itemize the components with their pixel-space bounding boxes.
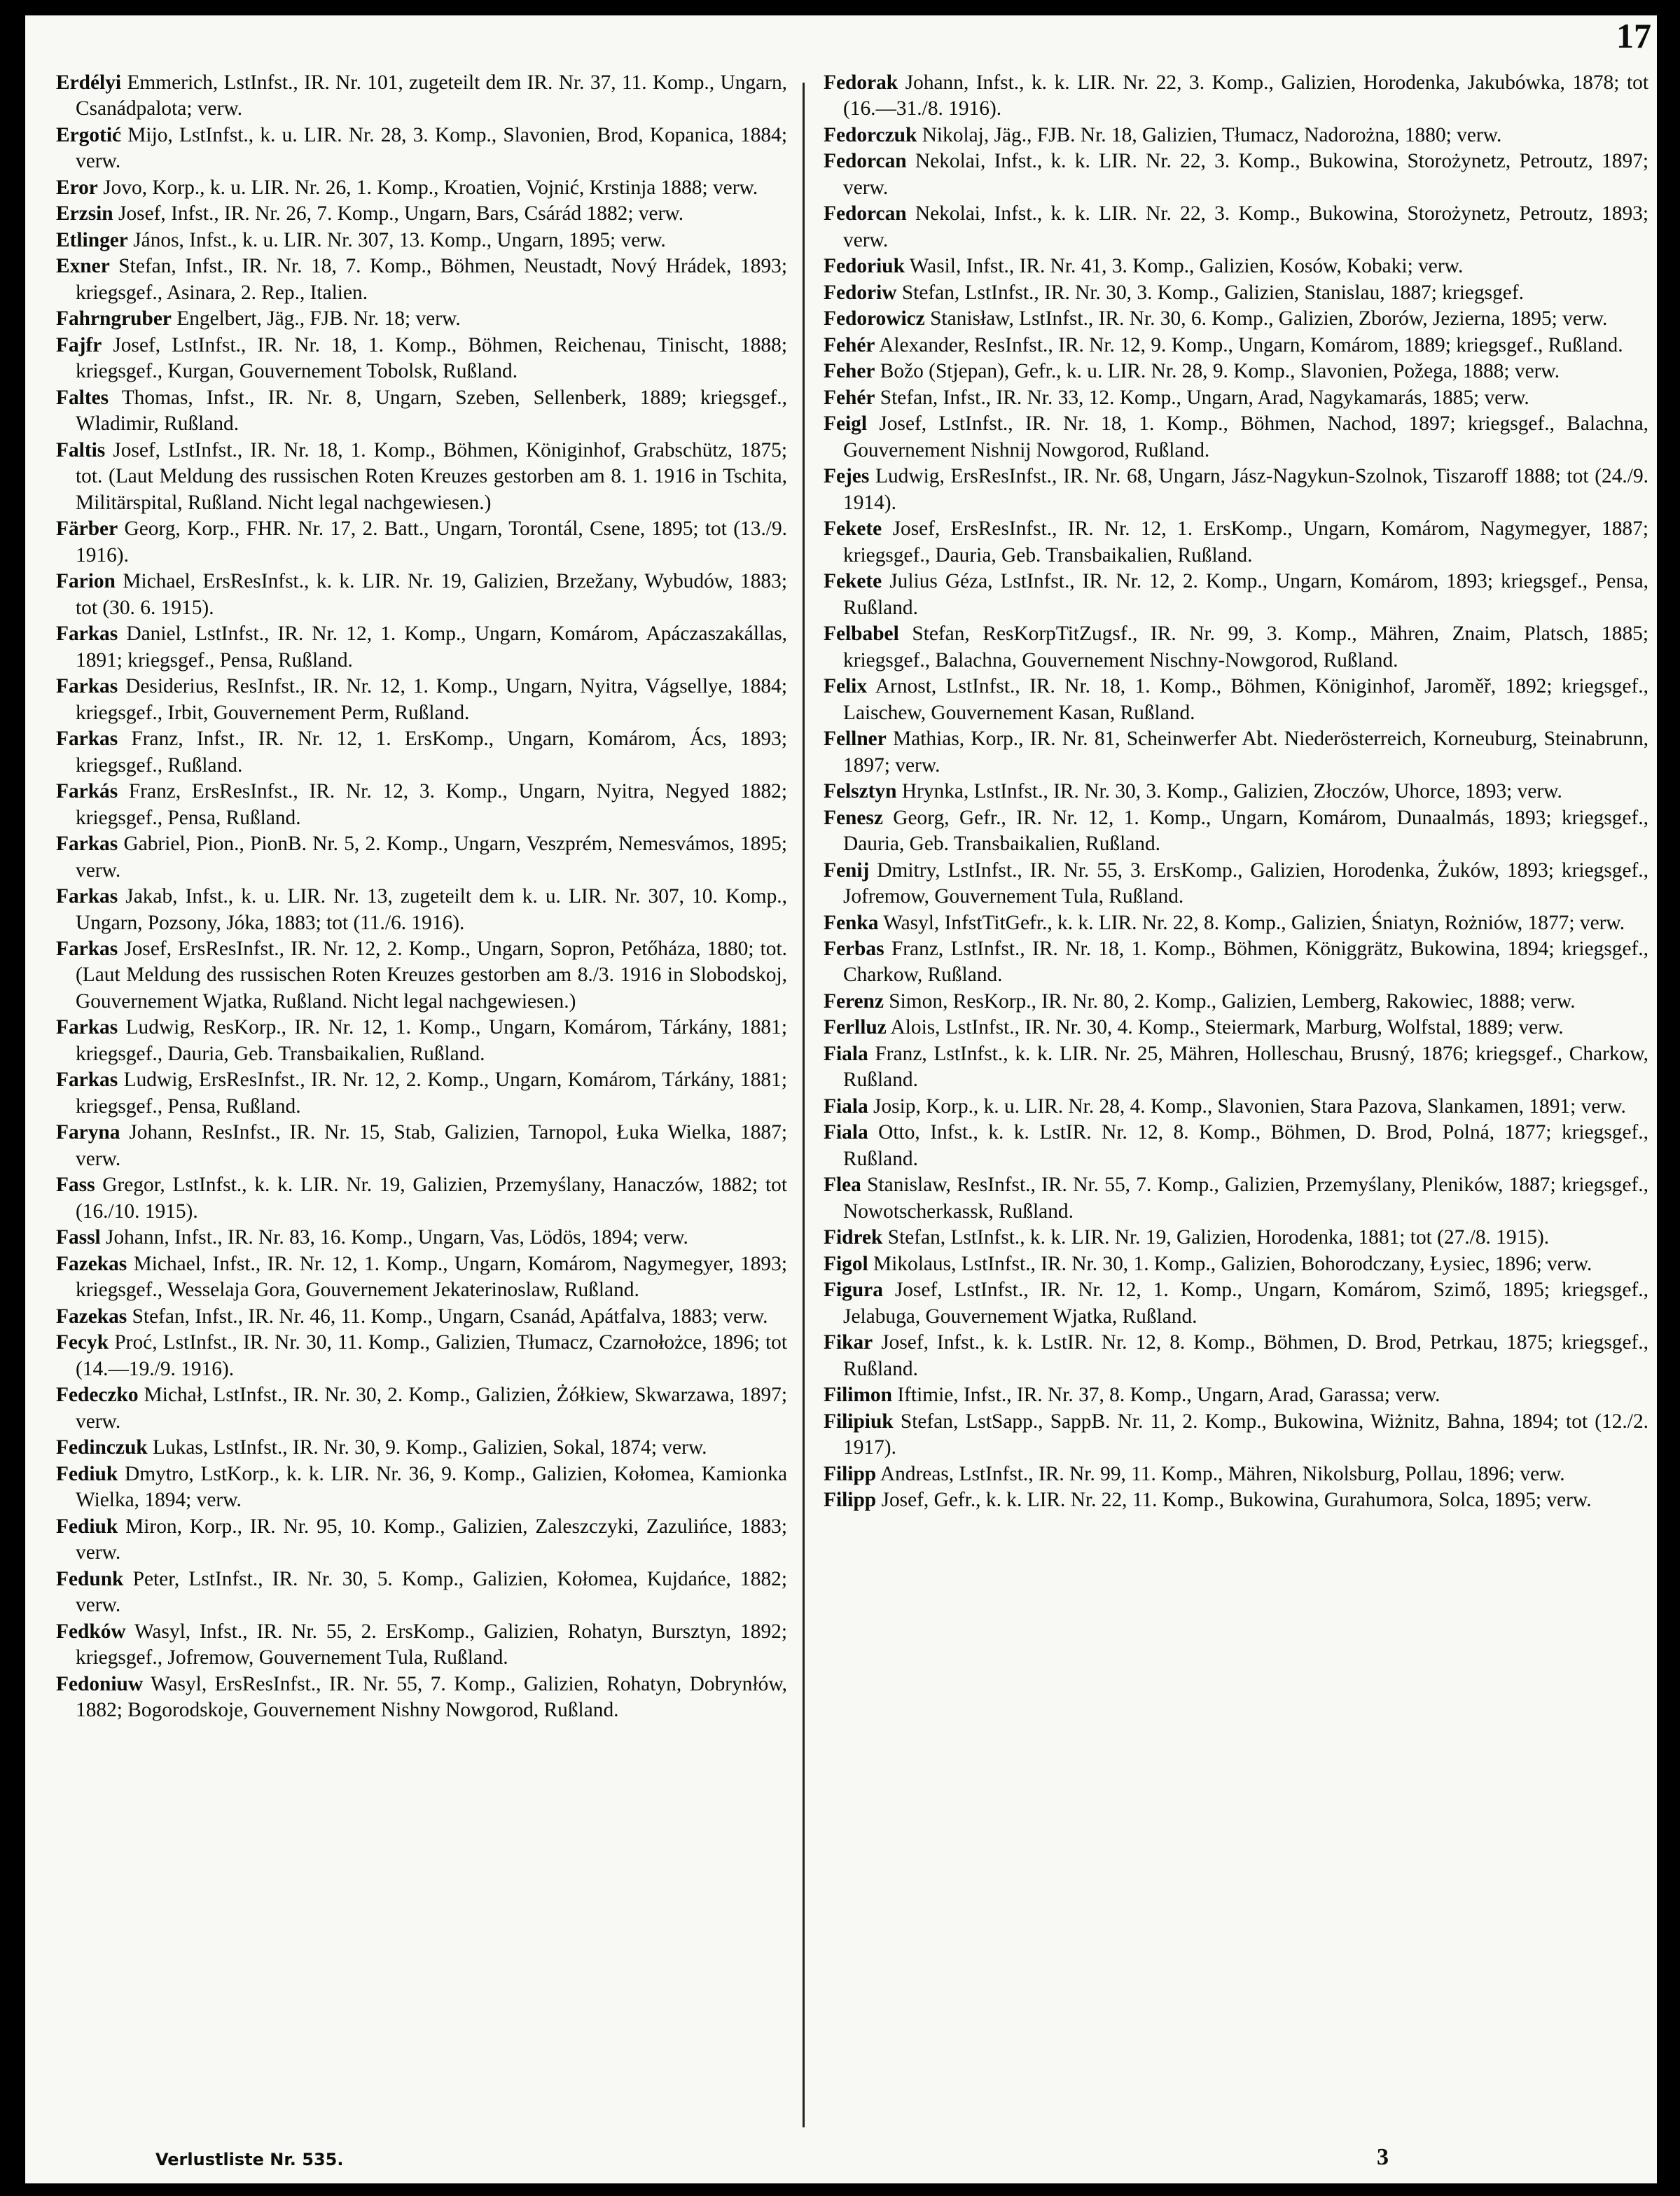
entry-details: Otto, Infst., k. k. LstIR. Nr. 12, 8. Komp., Böhmen, D. Brod, Polná, 1877; kriegsgef., Rußland.: [843, 1121, 1648, 1170]
casualty-entry: [824, 1487, 1648, 1513]
entry-surname: Fedoniuw: [56, 1672, 144, 1695]
entry-surname: Fajfr: [56, 333, 102, 356]
entry-details: Stefan, LstInfst., k. k. LIR. Nr. 19, Galizien, Horodenka, 1881; tot (27./8. 1915).: [882, 1226, 1550, 1249]
footer-sheet-number: 3: [1377, 2144, 1389, 2170]
entry-details: Josef, Infst., IR. Nr. 26, 7. Komp., Ungarn, Bars, Csárád 1882; verw.: [113, 202, 684, 225]
entry-details: Franz, Infst., IR. Nr. 12, 1. ErsKomp., Ungarn, Komárom, Ács, 1893; kriegsgef., Rußland.: [76, 728, 787, 777]
entry-details: Daniel, LstInfst., IR. Nr. 12, 1. Komp., Ungarn, Komárom, Apáczaszakállas, 1891; kriegsgef., Pensa, Rußland.: [76, 623, 787, 672]
casualty-entry: [824, 910, 1648, 936]
entry-surname: Färber: [56, 517, 118, 541]
casualty-entry: [56, 1619, 787, 1672]
entry-surname: Fedorczuk: [824, 123, 917, 146]
entry-details: Josef, Infst., k. k. LstIR. Nr. 12, 8. Komp., Böhmen, D. Brod, Petrkau, 1875; kriegsgef., Rußland.: [843, 1331, 1648, 1380]
casualty-entry: [56, 516, 787, 569]
entry-details: Nekolai, Infst., k. k. LIR. Nr. 22, 3. Komp., Bukowina, Storożynetz, Petroutz, 1893; verw.: [843, 202, 1648, 251]
entry-details: Josef, LstInfst., IR. Nr. 18, 1. Komp., Böhmen, Königinhof, Grabschütz, 1875; tot. (Laut Meldung des russischen Roten Kreuzes gestorben am 8. 1. 1916 in Tschita, Militärspital, Rußland. Nicht legal nachgewiesen.): [76, 438, 787, 514]
entry-details: Dmitry, LstInfst., IR. Nr. 55, 3. ErsKomp., Galizien, Horodenka, Żuków, 1893; kriegsgef., Jofremow, Gouvernement Tula, Rußland.: [843, 859, 1648, 908]
casualty-entry: [56, 123, 787, 175]
entry-surname: Fenka: [824, 911, 879, 934]
entry-surname: Farkas: [56, 728, 118, 751]
entry-details: Jovo, Korp., k. u. LIR. Nr. 26, 1. Komp., Kroatien, Vojnić, Krstinja 1888; verw.: [97, 176, 758, 199]
entry-details: Johann, ResInfst., IR. Nr. 15, Stab, Galizien, Tarnopol, Łuka Wielka, 1887; verw.: [76, 1121, 787, 1170]
casualty-entry: [56, 70, 787, 123]
casualty-entry: [824, 1094, 1648, 1120]
left-column: [56, 70, 787, 2129]
casualty-entry: [824, 359, 1648, 384]
entry-surname: Fedinczuk: [56, 1436, 148, 1459]
footer-list-label: Verlustliste Nr. 535.: [155, 2150, 344, 2169]
entry-surname: Faryna: [56, 1121, 120, 1144]
entry-surname: Fedorcan: [824, 202, 907, 225]
entry-surname: Fiala: [824, 1042, 868, 1065]
entry-details: Franz, LstInfst., IR. Nr. 18, 1. Komp., Böhmen, Königgrätz, Bukowina, 1894; kriegsgef., Charkow, Rußland.: [843, 937, 1648, 987]
casualty-entry: [824, 726, 1648, 779]
casualty-entry: [56, 1225, 787, 1251]
entry-details: Nekolai, Infst., k. k. LIR. Nr. 22, 3. Komp., Bukowina, Storożynetz, Petroutz, 1897; verw.: [843, 150, 1648, 199]
entry-details: Georg, Korp., FHR. Nr. 17, 2. Batt., Ungarn, Torontál, Csene, 1895; tot (13./9. 1916).: [76, 517, 787, 567]
document-page: [25, 15, 1657, 2183]
entry-details: Iftimie, Infst., IR. Nr. 37, 8. Komp., Ungarn, Arad, Garassa; verw.: [891, 1384, 1441, 1407]
entry-details: Mathias, Korp., IR. Nr. 81, Scheinwerfer Abt. Niederösterreich, Korneuburg, Steinabrunn, 1897; verw.: [843, 728, 1648, 777]
casualty-entry: [56, 228, 787, 253]
casualty-entry: [56, 1067, 787, 1120]
entry-surname: Ferlluz: [824, 1016, 887, 1039]
entry-details: Jakab, Infst., k. u. LIR. Nr. 13, zugeteilt dem k. u. LIR. Nr. 307, 10. Komp., Ungarn, Pozsony, Jóka, 1883; tot (11./6. 1916).: [76, 885, 787, 934]
entry-details: Julius Géza, LstInfst., IR. Nr. 12, 2. Komp., Ungarn, Komárom, 1893; kriegsgef., Pensa, Rußland.: [843, 570, 1648, 619]
entry-details: Josef, Gefr., k. k. LIR. Nr. 22, 11. Komp., Bukowina, Gurahumora, Solca, 1895; verw.: [876, 1489, 1592, 1512]
casualty-entry: [824, 1382, 1648, 1408]
casualty-entry: [56, 438, 787, 516]
entry-surname: Farkas: [56, 1069, 118, 1092]
entry-details: Hrynka, LstInfst., IR. Nr. 30, 3. Komp., Galizien, Złoczów, Uhorce, 1893; verw.: [896, 780, 1562, 803]
entry-surname: Fekete: [824, 517, 882, 541]
entry-details: Michael, ErsResInfst., k. k. LIR. Nr. 19, Galizien, Brzežany, Wybudów, 1883; tot (30. 6. 1915).: [76, 570, 787, 619]
entry-details: Andreas, LstInfst., IR. Nr. 99, 11. Komp., Mähren, Nikolsburg, Pollau, 1896; verw.: [876, 1462, 1565, 1485]
entry-surname: Farion: [56, 570, 116, 593]
casualty-entry: [824, 253, 1648, 279]
entry-surname: Fedków: [56, 1620, 126, 1643]
entry-details: Božo (Stjepan), Gefr., k. u. LIR. Nr. 28, 9. Komp., Slavonien, Požega, 1888; verw.: [875, 360, 1560, 383]
entry-details: Franz, LstInfst., k. k. LIR. Nr. 25, Mähren, Holleschau, Brusný, 1876; kriegsgef., Charkow, Rußland.: [843, 1042, 1648, 1092]
casualty-entry: [56, 1566, 787, 1619]
entry-surname: Fass: [56, 1174, 95, 1197]
casualty-entry: [56, 306, 787, 332]
casualty-entry: [56, 1120, 787, 1172]
entry-surname: Fedorowicz: [824, 307, 925, 331]
entry-details: Josef, LstInfst., IR. Nr. 18, 1. Komp., Böhmen, Reichenau, Tinischt, 1888; kriegsgef., Kurgan, Gouvernement Tobolsk, Rußland.: [76, 333, 787, 383]
entry-details: Nikolaj, Jäg., FJB. Nr. 18, Galizien, Tłumacz, Nadorożna, 1880; verw.: [917, 123, 1502, 146]
entry-details: Engelbert, Jäg., FJB. Nr. 18; verw.: [171, 307, 461, 331]
casualty-entry: [56, 674, 787, 726]
casualty-entry: [824, 333, 1648, 359]
entry-details: Ludwig, ErsResInfst., IR. Nr. 12, 2. Komp., Ungarn, Komárom, Tárkány, 1881; kriegsgef., Pensa, Rußland.: [76, 1069, 787, 1118]
entry-details: Wasil, Infst., IR. Nr. 41, 3. Komp., Galizien, Kosów, Kobaki; verw.: [904, 255, 1464, 278]
casualty-entry: [56, 1304, 787, 1330]
casualty-entry: [56, 1461, 787, 1514]
casualty-entry: [824, 148, 1648, 201]
entry-details: Wasyl, InfstTitGefr., k. k. LIR. Nr. 22, 8. Komp., Galizien, Śniatyn, Rożniów, 1877; verw.: [878, 911, 1625, 934]
entry-details: Johann, Infst., k. k. LIR. Nr. 22, 3. Komp., Galizien, Horodenka, Jakubówka, 1878; tot (16.—31./8. 1916).: [843, 71, 1648, 120]
casualty-entry: [56, 1251, 787, 1304]
entry-details: Stanisław, LstInfst., IR. Nr. 30, 6. Komp., Galizien, Zborów, Jezierna, 1895; verw.: [924, 307, 1608, 331]
entry-surname: Farkás: [56, 780, 118, 803]
entry-surname: Fecyk: [56, 1331, 109, 1354]
entry-surname: Fazekas: [56, 1252, 127, 1275]
casualty-entry: [824, 201, 1648, 253]
entry-details: Thomas, Infst., IR. Nr. 8, Ungarn, Szeben, Sellenberk, 1889; kriegsgef., Wladimir, Rußland.: [76, 386, 787, 436]
casualty-entry: [824, 936, 1648, 989]
column-divider: [803, 83, 805, 2127]
entry-surname: Feher: [824, 360, 875, 383]
entry-details: Georg, Gefr., IR. Nr. 12, 1. Komp., Ungarn, Komárom, Dunaalmás, 1893; kriegsgef., Dauria, Geb. Transbaikalien, Rußland.: [843, 806, 1648, 856]
casualty-entry: [56, 175, 787, 201]
entry-surname: Fikar: [824, 1331, 873, 1354]
casualty-entry: [824, 779, 1648, 805]
entry-surname: Felsztyn: [824, 780, 897, 803]
casualty-entry: [824, 1251, 1648, 1277]
entry-surname: Eror: [56, 176, 98, 199]
entry-details: Arnost, LstInfst., IR. Nr. 18, 1. Komp., Böhmen, Königinhof, Jaroměř, 1892; kriegsgef., Laischew, Gouvernement Kasan, Rußland.: [843, 675, 1648, 724]
entry-details: Johann, Infst., IR. Nr. 83, 16. Komp., Ungarn, Vas, Lödös, 1894; verw.: [100, 1226, 688, 1249]
casualty-entry: [56, 1514, 787, 1566]
casualty-entry: [56, 779, 787, 831]
entry-details: Stefan, LstInfst., IR. Nr. 30, 3. Komp., Galizien, Stanislau, 1887; kriegsgef.: [896, 281, 1524, 304]
casualty-entry: [824, 306, 1648, 332]
entry-surname: Ergotić: [56, 123, 122, 146]
entry-surname: Fassl: [56, 1226, 101, 1249]
entry-surname: Ferenz: [824, 989, 884, 1013]
casualty-entry: [56, 884, 787, 936]
entry-details: János, Infst., k. u. LIR. Nr. 307, 13. Komp., Ungarn, 1895; verw.: [127, 228, 666, 251]
entry-details: Stanislaw, ResInfst., IR. Nr. 55, 7. Komp., Galizien, Przemyślany, Pleników, 1887; kriegsgef., Nowotscherkassk, Rußland.: [843, 1174, 1648, 1223]
entry-surname: Felix: [824, 675, 868, 698]
entry-details: Josef, ErsResInfst., IR. Nr. 12, 1. ErsKomp., Ungarn, Komárom, Nagymegyer, 1887; kriegsgef., Dauria, Geb. Transbaikalien, Rußland.: [843, 517, 1648, 567]
page-number: 17: [1616, 16, 1651, 55]
casualty-entry: [824, 1409, 1648, 1461]
casualty-entry: [824, 858, 1648, 910]
entry-details: Josef, ErsResInfst., IR. Nr. 12, 2. Komp., Ungarn, Sopron, Petőháza, 1880; tot. (Laut Meldung des russischen Roten Kreuzes gestorben am 8./3. 1916 in Slobodskoj, Gouvernement Wjatka, Rußland. Nicht legal nachgewiesen.): [76, 937, 787, 1013]
entry-surname: Fediuk: [56, 1515, 118, 1538]
casualty-entry: [56, 253, 787, 306]
entry-surname: Fahrngruber: [56, 307, 172, 331]
casualty-entry: [824, 516, 1648, 569]
casualty-entry: [824, 621, 1648, 674]
entry-surname: Etlinger: [56, 228, 128, 251]
entry-details: Emmerich, LstInfst., IR. Nr. 101, zugeteilt dem IR. Nr. 37, 11. Komp., Ungarn, Csanádpalota; verw.: [76, 71, 787, 120]
casualty-entry: [56, 569, 787, 621]
entry-details: Stefan, LstSapp., SappB. Nr. 11, 2. Komp., Bukowina, Wiżnitz, Bahna, 1894; tot (12./2. 1917).: [843, 1410, 1648, 1459]
entry-surname: Flea: [824, 1174, 861, 1197]
entry-details: Wasyl, Infst., IR. Nr. 55, 2. ErsKomp., Galizien, Rohatyn, Bursztyn, 1892; kriegsgef., Jofremow, Gouvernement Tula, Rußland.: [76, 1620, 787, 1669]
entry-surname: Farkas: [56, 833, 118, 856]
entry-details: Ludwig, ErsResInfst., IR. Nr. 68, Ungarn, Jász-Nagykun-Szolnok, Tiszaroff 1888; tot (24./9. 1914).: [843, 465, 1648, 514]
entry-surname: Fedeczko: [56, 1384, 139, 1407]
casualty-entry: [56, 385, 787, 438]
entry-surname: Farkas: [56, 623, 118, 646]
entry-surname: Fedunk: [56, 1567, 124, 1590]
entry-surname: Filipp: [824, 1489, 877, 1512]
entry-details: Gregor, LstInfst., k. k. LIR. Nr. 19, Galizien, Przemyślany, Hanaczów, 1882; tot (16./10. 1915).: [76, 1174, 787, 1223]
entry-details: Stefan, Infst., IR. Nr. 46, 11. Komp., Ungarn, Csanád, Apátfalva, 1883; verw.: [127, 1305, 768, 1328]
entry-details: Michał, LstInfst., IR. Nr. 30, 2. Komp., Galizien, Żółkiew, Skwarzawa, 1897; verw.: [76, 1384, 787, 1433]
casualty-entry: [824, 1225, 1648, 1251]
entry-details: Mijo, LstInfst., k. u. LIR. Nr. 28, 3. Komp., Slavonien, Brod, Kopanica, 1884; verw.: [76, 123, 787, 173]
entry-details: Peter, LstInfst., IR. Nr. 30, 5. Komp., Galizien, Kołomea, Kujdańce, 1882; verw.: [76, 1567, 787, 1617]
entry-details: Wasyl, ErsResInfst., IR. Nr. 55, 7. Komp., Galizien, Rohatyn, Dobrynłów, 1882; Bogorodskoje, Gouvernement Nishny Nowgorod, Rußland.: [76, 1672, 787, 1722]
casualty-entry: [824, 123, 1648, 148]
entry-surname: Exner: [56, 255, 110, 278]
entry-surname: Erdélyi: [56, 71, 122, 94]
casualty-entry: [56, 831, 787, 884]
entry-surname: Fedorcan: [824, 150, 907, 173]
entry-surname: Filipiuk: [824, 1410, 894, 1433]
entry-surname: Farkas: [56, 1016, 118, 1039]
entry-details: Stefan, Infst., IR. Nr. 33, 12. Komp., Ungarn, Arad, Nagykamarás, 1885; verw.: [875, 386, 1529, 409]
right-column: [824, 70, 1648, 2129]
entry-details: Desiderius, ResInfst., IR. Nr. 12, 1. Komp., Ungarn, Nyitra, Vágsellye, 1884; kriegsgef., Irbit, Gouvernement Perm, Rußland.: [76, 675, 787, 724]
entry-surname: Figol: [824, 1252, 868, 1275]
entry-surname: Fehér: [824, 333, 875, 356]
entry-surname: Filipp: [824, 1462, 877, 1485]
entry-details: Proć, LstInfst., IR. Nr. 30, 11. Komp., Galizien, Tłumacz, Czarnołożce, 1896; tot (14.—19./9. 1916).: [76, 1331, 787, 1380]
entry-surname: Farkas: [56, 675, 118, 698]
casualty-entry: [56, 1672, 787, 1724]
entry-details: Miron, Korp., IR. Nr. 95, 10. Komp., Galizien, Zaleszczyki, Zazulińce, 1883; verw.: [76, 1515, 787, 1564]
entry-surname: Faltes: [56, 386, 109, 409]
entry-details: Lukas, LstInfst., IR. Nr. 30, 9. Komp., Galizien, Sokal, 1874; verw.: [147, 1436, 707, 1459]
casualty-entry: [824, 674, 1648, 726]
entry-details: Dmytro, LstKorp., k. k. LIR. Nr. 36, 9. Komp., Galizien, Kołomea, Kamionka Wielka, 1894; verw.: [76, 1462, 787, 1512]
entry-surname: Fidrek: [824, 1226, 883, 1249]
entry-surname: Fenesz: [824, 806, 883, 829]
entry-details: Simon, ResKorp., IR. Nr. 80, 2. Komp., Galizien, Lemberg, Rakowiec, 1888; verw.: [883, 989, 1576, 1013]
casualty-entry: [824, 1461, 1648, 1487]
casualty-entry: [56, 201, 787, 227]
entry-surname: Fekete: [824, 570, 882, 593]
entry-surname: Fedorak: [824, 71, 898, 94]
entry-surname: Fehér: [824, 386, 875, 409]
entry-surname: Fedoriuk: [824, 255, 905, 278]
entry-details: Stefan, Infst., IR. Nr. 18, 7. Komp., Böhmen, Neustadt, Nový Hrádek, 1893; kriegsgef., Asinara, 2. Rep., Italien.: [76, 255, 787, 304]
entry-details: Josef, LstInfst., IR. Nr. 18, 1. Komp., Böhmen, Nachod, 1897; kriegsgef., Balachna, Gouvernement Nishnij Nowgorod, Rußland.: [843, 412, 1648, 461]
entry-details: Josef, LstInfst., IR. Nr. 12, 1. Komp., Ungarn, Komárom, Szimő, 1895; kriegsgef., Jelabuga, Gouvernement Wjatka, Rußland.: [843, 1279, 1648, 1328]
entry-surname: Farkas: [56, 885, 118, 908]
entry-details: Stefan, ResKorpTitZugsf., IR. Nr. 99, 3. Komp., Mähren, Znaim, Platsch, 1885; kriegsgef., Balachna, Gouvernement Nischny-Nowgorod, Rußland.: [843, 623, 1648, 672]
entry-surname: Fiala: [824, 1121, 868, 1144]
casualty-entry: [824, 385, 1648, 411]
entry-details: Mikolaus, LstInfst., IR. Nr. 30, 1. Komp., Galizien, Bohorodczany, Łysiec, 1896; verw.: [868, 1252, 1592, 1275]
casualty-entry: [824, 411, 1648, 464]
entry-details: Franz, ErsResInfst., IR. Nr. 12, 3. Komp., Ungarn, Nyitra, Negyed 1882; kriegsgef., Pensa, Rußland.: [76, 780, 787, 829]
entry-surname: Fazekas: [56, 1305, 127, 1328]
casualty-entry: [824, 464, 1648, 516]
casualty-entry: [56, 1015, 787, 1067]
entry-surname: Felbabel: [824, 623, 899, 646]
casualty-entry: [56, 1330, 787, 1382]
entry-details: Ludwig, ResKorp., IR. Nr. 12, 1. Komp., Ungarn, Komárom, Tárkány, 1881; kriegsgef., Dauria, Geb. Transbaikalien, Rußland.: [76, 1016, 787, 1065]
casualty-entry: [824, 989, 1648, 1015]
casualty-entry: [56, 333, 787, 385]
casualty-entry: [56, 726, 787, 779]
casualty-entry: [56, 621, 787, 674]
casualty-entry: [824, 569, 1648, 621]
entry-details: Gabriel, Pion., PionB. Nr. 5, 2. Komp., Ungarn, Veszprém, Nemesvámos, 1895; verw.: [76, 833, 787, 882]
entry-surname: Faltis: [56, 438, 106, 461]
entry-details: Josip, Korp., k. u. LIR. Nr. 28, 4. Komp., Slavonien, Stara Pazova, Slankamen, 1891; verw.: [868, 1094, 1626, 1118]
entry-details: Alexander, ResInfst., IR. Nr. 12, 9. Komp., Ungarn, Komárom, 1889; kriegsgef., Rußland.: [875, 333, 1623, 356]
casualty-entry: [56, 1435, 787, 1461]
casualty-entry: [824, 1015, 1648, 1041]
entry-surname: Fiala: [824, 1094, 868, 1118]
entry-details: Michael, Infst., IR. Nr. 12, 1. Komp., Ungarn, Komárom, Nagymegyer, 1893; kriegsgef., Wesselaja Gora, Gouvernement Jekaterinoslaw, Rußland.: [76, 1252, 787, 1302]
entry-surname: Ferbas: [824, 937, 884, 960]
entry-details: Alois, LstInfst., IR. Nr. 30, 4. Komp., Steiermark, Marburg, Wolfstal, 1889; verw.: [886, 1016, 1564, 1039]
casualty-entry: [824, 1120, 1648, 1172]
casualty-entry: [824, 280, 1648, 306]
entry-surname: Fediuk: [56, 1462, 118, 1485]
entry-surname: Fenij: [824, 859, 870, 882]
casualty-entry: [824, 1172, 1648, 1225]
entry-surname: Fellner: [824, 728, 887, 751]
entry-surname: Fejes: [824, 465, 870, 488]
casualty-entry: [824, 805, 1648, 858]
casualty-entry: [56, 1382, 787, 1435]
entry-surname: Erzsin: [56, 202, 113, 225]
casualty-entry: [824, 1277, 1648, 1330]
entry-surname: Figura: [824, 1279, 883, 1302]
entry-surname: Farkas: [56, 937, 118, 960]
casualty-entry: [824, 1330, 1648, 1382]
entry-surname: Feigl: [824, 412, 868, 436]
casualty-entry: [56, 936, 787, 1015]
entry-surname: Fedoriw: [824, 281, 897, 304]
casualty-entry: [824, 70, 1648, 123]
casualty-entry: [56, 1172, 787, 1225]
casualty-entry: [824, 1041, 1648, 1094]
entry-surname: Filimon: [824, 1384, 892, 1407]
